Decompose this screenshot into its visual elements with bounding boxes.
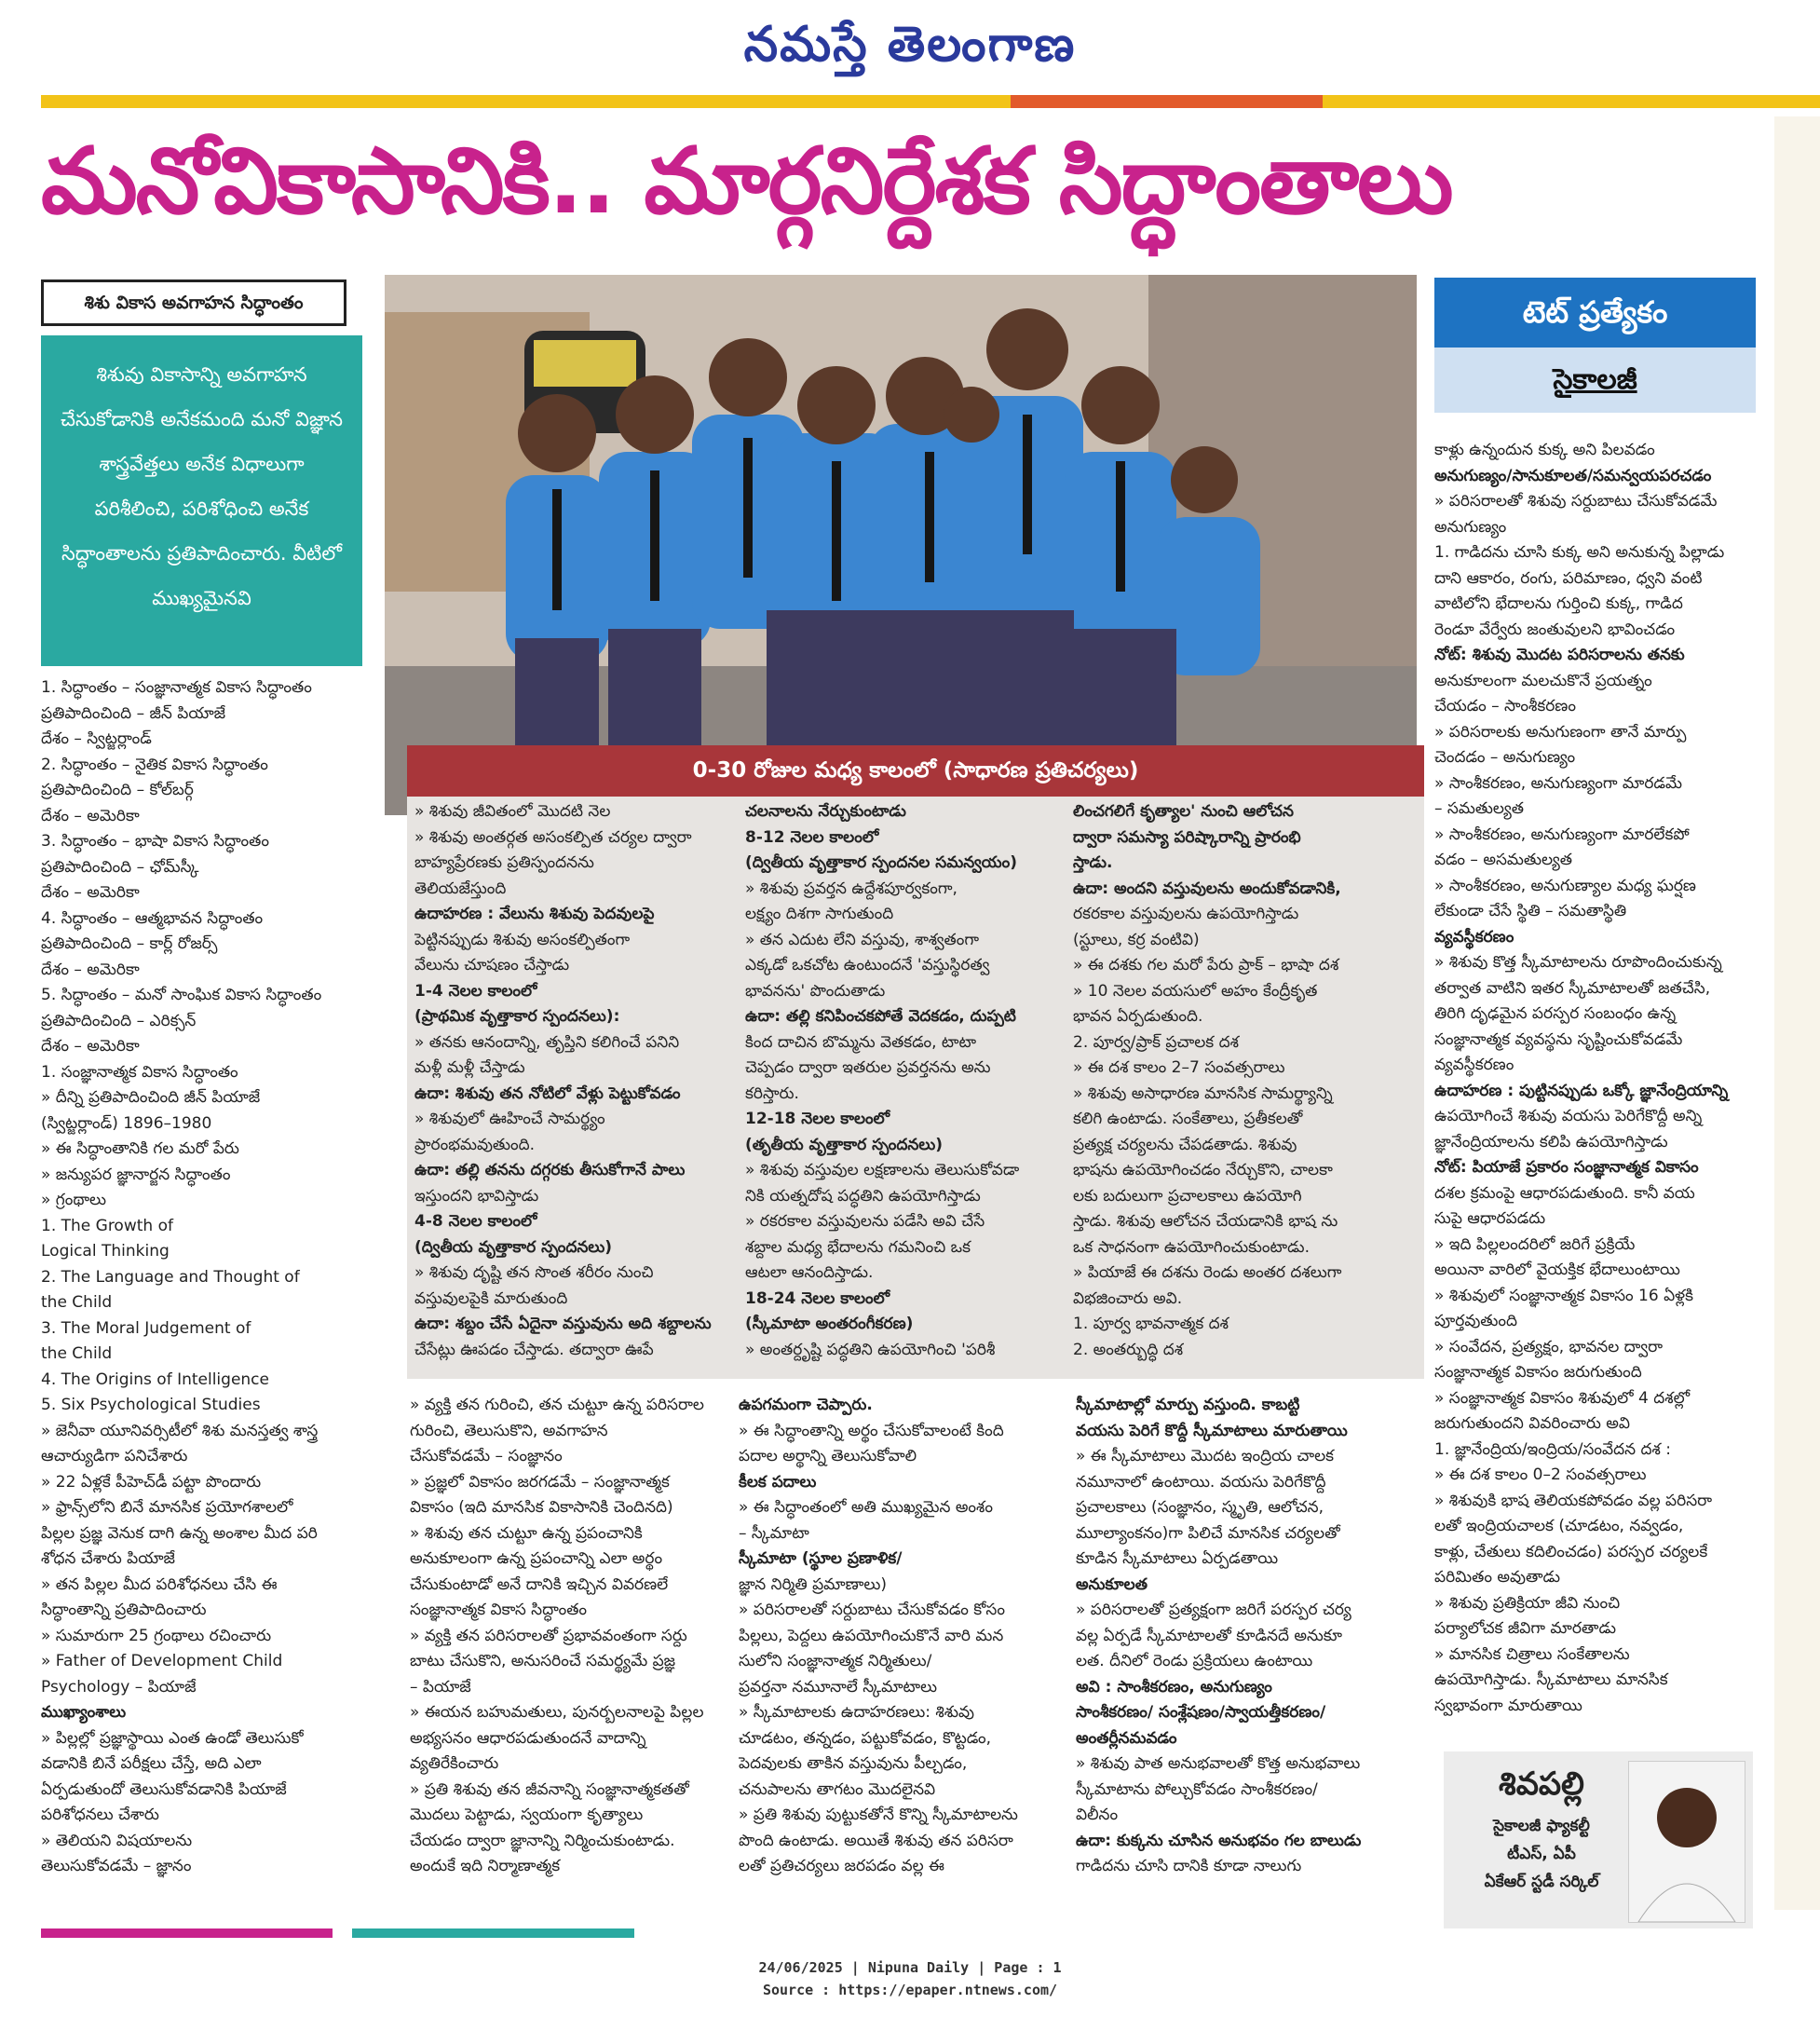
author-role (1448, 1812, 1635, 1896)
author-name: శివపల్లి (1499, 1765, 1584, 1803)
text-line: కింద దాచిన బొమ్మను వెతకడం, టాటా (745, 1032, 977, 1052)
text-line: పెట్టినప్పుడు శిశువు అసంకల్పితంగా (414, 930, 631, 949)
text-line: » పరిసరాలకు అనుగుణంగా తానే మార్పు (1434, 722, 1687, 742)
text-line: అంతర్లీనమవడం (1076, 1728, 1177, 1748)
text-line: 5. సిద్ధాంతం – మనో సాంఘిక వికాస సిద్ధాంతం (41, 986, 322, 1004)
text-line: the Child (41, 1293, 113, 1312)
footer-teal-rule (352, 1928, 634, 1938)
author-photo (1628, 1761, 1745, 1923)
text-line: » జన్యుపర జ్ఞానార్జన సిద్ధాంతం (41, 1165, 231, 1184)
text-line: » ఈయన బహుమతులు, పునర్బలనాలపై పిల్లల (410, 1703, 704, 1722)
top-yellow-rule (41, 95, 1820, 108)
text-line: » మానసిక చిత్రాలు సంకేతాలను (1434, 1644, 1630, 1664)
text-line: దేశం – అమెరికా (41, 806, 140, 825)
text-line: పిల్లల ప్రజ్ఞ వెనుక దాగి ఉన్న అంశాల మీద పరి (41, 1523, 318, 1543)
text-line: » ప్రజ్ఞలో వికాసం జరగడమే – సంజ్ఞానాత్మక (410, 1472, 670, 1492)
text-line: » ప్రతి శిశువు తన జీవనాన్ని సంజ్ఞానాత్మకతతో (410, 1779, 689, 1799)
text-line: గాడిదను చూసి దానికి కూడా నాలుగు (1076, 1857, 1302, 1875)
text-line: పర్యాలోచక జీవిగా మారతాడు (1434, 1619, 1616, 1638)
text-line: » 10 నెలల వయసులో అహం కేంద్రీకృత (1073, 981, 1318, 1001)
text-line: కాళ్లు, చేతులు కదిలించడం) పరస్పర చర్యలకే (1434, 1542, 1708, 1561)
text-line: భాషను ఉపయోగించడం నేర్చుకొని, చాలకా (1073, 1161, 1333, 1179)
text-line: చలనాలను నేర్చుకుంటాడు (745, 802, 906, 821)
text-line: » పిల్లల్లో ప్రజ్ఞాస్థాయి ఎంత ఉండో తెలుసుకో (41, 1728, 304, 1748)
text-line: విభజించారు అవి. (1073, 1288, 1183, 1308)
text-line: తెలుసుకోవడమే – జ్ఞానం (41, 1857, 192, 1875)
text-line: » శిశువులో సంజ్ఞానాత్మక వికాసం 16 ఏళ్లకి (1434, 1286, 1693, 1305)
text-line: లక్ష్యం దిశగా సాగుతుంది (745, 905, 894, 923)
text-line: ప్రతిపాదించింది – ఛోమ్‌స్కీ (41, 857, 199, 877)
text-line: » పరిసరాలతో శిశువు సర్దుబాటు చేసుకోవడమే (1434, 492, 1718, 511)
text-line: » శిశువు తన చుట్టూ ఉన్న ప్రపంచానికి (410, 1523, 643, 1543)
text-line: (ప్రాథమిక వృత్తాకార స్పందనలు): (414, 1007, 620, 1026)
text-line: » 22 ఏళ్లకే పీహెచ్‌డీ పట్టా పొందారు (41, 1472, 262, 1492)
headline: మనోవికాసానికి.. మార్గనిర్దేశక సిద్ధాంతాలు (41, 129, 1452, 235)
text-line: చెప్పడం ద్వారా ఇతరుల ప్రవర్తనను అను (745, 1058, 991, 1077)
right-column (1434, 438, 1770, 1719)
text-line: పరిశోధనలు చేశారు (41, 1806, 159, 1824)
text-line: స్తాడు. (1073, 853, 1113, 872)
text-line: » సాంశీకరణం, అనుగుణ్యంగా మారడమే (1434, 773, 1682, 793)
text-line: మళ్లీ మళ్లీ చేస్తాడు (414, 1058, 525, 1077)
text-line: దశల క్రమంపై ఆధారపడుతుంది. కానీ వయ (1434, 1183, 1695, 1203)
text-line: స్కీమాటాల్లో మార్పు వస్తుంది. కాబట్టి (1076, 1396, 1300, 1414)
text-line: ఉదా: తల్లి తనను దగ్గరకు తీసుకోగానే పాలు (414, 1161, 686, 1179)
text-line: 5. Six Psychological Studies (41, 1396, 261, 1414)
text-line: the Child (41, 1344, 113, 1363)
text-line: 1. గాడిదను చూసి కుక్క అని అనుకున్న పిల్లాడు (1434, 543, 1725, 562)
text-line: – స్కీమాటా (739, 1523, 809, 1543)
footer-date-line: 24/06/2025 | Nipuna Daily | Page : 1 (758, 1959, 1062, 1976)
text-line: దేశం – అమెరికా (41, 960, 140, 979)
text-line: కరిస్తారు. (745, 1083, 799, 1103)
text-line: » ప్రతి శిశువు పుట్టుకతోనే కొన్ని స్కీమాటాలను (739, 1806, 1018, 1824)
text-line: అనుగుణ్యం (1434, 517, 1507, 537)
text-line: » వ్యక్తి తన గురించి, తన చుట్టూ ఉన్న పరిసరాల (410, 1396, 704, 1414)
text-line: చూడటం, తన్నడం, పట్టుకోవడం, కొట్టడం, (739, 1728, 992, 1748)
text-line: అనుగుణ్యం/సానుకూలత/సమన్వయపరచడం (1434, 466, 1712, 485)
text-line: తెలియజేస్తుంది (414, 879, 507, 898)
text-line: ప్రతిపాదించింది – జీన్ పియాజే (41, 703, 226, 723)
text-line: మొదలు పెట్టాడు, స్వయంగా కృత్యాలు (410, 1806, 644, 1824)
text-line: (ద్వితీయ వృత్తాకార స్పందనలు) (414, 1237, 613, 1257)
author-portrait (1629, 1762, 1745, 1922)
text-line: స్కీమాటా (స్థూల ప్రణాళిక/ (739, 1549, 903, 1568)
text-line: » సుమారుగా 25 గ్రంథాలు రచించారు (41, 1626, 272, 1645)
text-line: » ఈ దశ కాలం 0–2 సంవత్సరాలు (1434, 1465, 1647, 1484)
text-line: వ్యతిరేకించారు (410, 1754, 499, 1773)
text-line: 1. సిద్ధాంతం – సంజ్ఞానాత్మక వికాస సిద్ధాంతం (41, 678, 312, 697)
page-footer (0, 1956, 1820, 2001)
text-line: గురించి, తెలుసుకొని, అవగాహన (410, 1421, 608, 1440)
text-line: » సాంశీకరణం, అనుగుణ్యంగా మారలేకపో (1434, 825, 1690, 844)
text-line: 1. The Growth of (41, 1216, 173, 1235)
text-line: (స్విట్జర్లాండ్) 1896–1980 (41, 1113, 212, 1133)
text-line: లత. దీనిలో రెండు ప్రక్రియలు ఉంటాయి (1076, 1652, 1313, 1670)
text-line: » శిశువు కొత్త స్కీమాటాలను రూపొందించుకున్న (1434, 953, 1722, 972)
text-line: వయసు పెరిగే కొద్దీ స్కీమాటాలు మారుతాయి (1076, 1421, 1348, 1440)
text-line: పరిమితం అవుతాడు (1434, 1568, 1561, 1587)
text-line: ప్రతిపాదించింది – ఎరిక్సన్ (41, 1011, 197, 1030)
text-line: కూడిన స్కీమాటాలు ఏర్పడతాయి (1076, 1549, 1279, 1568)
text-line: ద్వారా సమస్యా పరిష్కారాన్ని ప్రారంభి (1073, 827, 1301, 847)
text-line: » ఫ్రాన్స్‌లోని బినే మానసిక ప్రయోగశాలలో (41, 1498, 293, 1517)
text-line: ఉదాహరణ : వేలును శిశువు పెదవులపై (414, 905, 655, 923)
text-line: ఇస్తుందని భావిస్తాడు (414, 1186, 539, 1206)
text-line: రకరకాల వస్తువులను ఉపయోగిస్తాడు (1073, 905, 1299, 923)
grey-column-3 (1073, 799, 1418, 1363)
text-line: భావనను' పొందుతాడు (745, 981, 886, 1001)
text-line: ఉదా: తల్లి కనిపించకపోతే వెదకడం, దుప్పటి (745, 1007, 1016, 1026)
text-line: ఉదా: శబ్దం చేసే ఏదైనా వస్తువును అది శబ్దాలను (414, 1315, 712, 1333)
text-line: 1. పూర్వ భావనాత్మక దశ (1073, 1315, 1229, 1333)
text-line: వేలును చూషణం చేస్తాడు (414, 956, 570, 974)
text-line: ఉదా: అందని వస్తువులను అందుకోవడానికి, (1073, 879, 1341, 898)
grey-column-1 (414, 799, 740, 1363)
text-line: సుపై ఆధారపడదు (1434, 1209, 1546, 1228)
text-line: » శిశువు అసాధారణ మానసిక సామర్థ్యాన్ని (1073, 1083, 1333, 1103)
text-line: వికాసం (ఇది మానసిక వికాసానికి చెందినది) (410, 1498, 673, 1517)
text-line: » శిశువు దృష్టి తన సొంత శరీరం నుంచి (414, 1263, 654, 1282)
text-line: » సాంశీకరణం, అనుగుణ్యాల మధ్య ఘర్షణ (1434, 876, 1696, 895)
adjacent-page-strip (1774, 116, 1820, 1910)
text-line: » ఈ సిద్ధాంతాన్ని అర్థం చేసుకోవాలంటే కింది (739, 1421, 1004, 1440)
text-line: చేసుకోవడమే – సంజ్ఞానం (410, 1447, 563, 1465)
text-line: » శిశువు ప్రతిక్రియా జీవి నుంచి (1434, 1593, 1621, 1613)
text-line: అనుకూలంగా ఉన్న ప్రపంచాన్ని ఎలా అర్థం (410, 1549, 663, 1568)
text-line: 2. అంతర్బుద్ధి దశ (1073, 1340, 1184, 1359)
text-line: » శిశువు అంతర్గత అసంకల్పిత చర్యల ద్వారా (414, 827, 692, 847)
text-line: సిద్ధాంతాన్ని ప్రతిపాదించారు (41, 1601, 207, 1619)
text-line: వ్యవస్థీకరణం (1434, 1056, 1514, 1074)
text-line: 4. సిద్ధాంతం – ఆత్మభావన సిద్ధాంతం (41, 908, 264, 928)
text-line: » తన ఎదుట లేని వస్తువు, శాశ్వతంగా (745, 930, 979, 949)
text-line: » దీన్ని ప్రతిపాదించింది జీన్ పియాజే (41, 1088, 261, 1107)
text-line: 4. The Origins of Intelligence (41, 1370, 269, 1389)
text-line: 4-8 నెలల కాలంలో (414, 1212, 537, 1231)
text-line: » అంతర్దృష్టి పద్ధతిని ఉపయోగించి 'పరిశీ (745, 1340, 996, 1359)
text-line: చేసుకుంటాడో అనే దానికి ఇచ్చిన వివరణలే (410, 1574, 669, 1594)
text-line: లేకుండా చేసే స్థితి – సమతాస్థితి (1434, 902, 1627, 920)
masthead (0, 0, 1820, 89)
text-line: చెందడం – అనుగుణ్యం (1434, 748, 1576, 767)
text-line: పెదవులకు తాకిన వస్తువును పీల్చడం, (739, 1754, 968, 1773)
age-stages-title: 0-30 రోజుల మధ్య కాలంలో (సాధారణ ప్రతిచర్యలు) (407, 745, 1424, 797)
grey-column-2 (745, 799, 1076, 1363)
text-line: విలీనం (1076, 1806, 1119, 1824)
text-line: ప్రచాలకాలు (సంజ్ఞానం, స్మృతి, ఆలోచన, (1076, 1498, 1324, 1517)
text-line: దేశం – స్విట్జర్లాండ్ (41, 729, 152, 748)
text-line: » శిశువు వస్తువుల లక్షణాలను తెలుసుకోవడా (745, 1161, 1020, 1179)
text-line: నోట్: పియాజే ప్రకారం సంజ్ఞానాత్మక వికాసం (1434, 1158, 1699, 1177)
text-line: » శిశువులో ఊహించే సామర్థ్యం (414, 1110, 605, 1128)
text-line: » పరిసరాలతో ప్రత్యక్షంగా జరిగే పరస్పర చర్య (1076, 1601, 1351, 1619)
text-line: వల్ల ఏర్పడే స్కీమాటాలతో కూడినదే అనుకూ (1076, 1626, 1343, 1645)
text-line: (స్కీమాటా అంతరంగీకరణ) (745, 1315, 914, 1333)
text-line: జ్ఞానేంద్రియాలను కలిపి ఉపయోగిస్తాడు (1434, 1132, 1668, 1152)
text-line: » పియాజే ఈ దశను రెండు అంతర దశలుగా (1073, 1263, 1342, 1282)
text-line: వస్తువులపైకి మారుతుంది (414, 1288, 568, 1308)
text-line: వ్యవస్థీకరణం (1434, 927, 1514, 947)
text-line: నోట్: శిశువు మొదట పరిసరాలను తనకు (1434, 646, 1685, 664)
lower-column-3 (1076, 1393, 1420, 1880)
text-line: కలిగి ఉంటాడు. సంకేతాలు, ప్రతీకలతో (1073, 1110, 1303, 1128)
text-line: పొంది ఉంటాడు. అయితే శిశువు తన పరిసరా (739, 1831, 1013, 1850)
text-line: ఆచార్యుడిగా పనిచేశారు (41, 1447, 188, 1465)
text-line: చనుపాలను తాగటం మొదలైనవి (739, 1779, 936, 1799)
text-line: ఉపయోగిస్తాడు. స్కీమాటాలు మానసిక (1434, 1670, 1668, 1689)
text-line: » తన పిల్లల మీద పరిశోధనలు చేసి ఈ (41, 1574, 278, 1594)
text-line: స్కీమాటాను పోల్చుకోవడం సాంశీకరణం/ (1076, 1779, 1318, 1799)
text-line: » ఈ దశకు గల మరో పేరు ప్రాక్‌ – భాషా దశ (1073, 956, 1339, 974)
text-line: సాంశీకరణం/ సంశ్లేషణం/స్వాయత్తీకరణం/ (1076, 1703, 1326, 1722)
text-line: ప్రతిపాదించింది – కార్ల్ రోజర్స్ (41, 934, 218, 953)
text-line: ఒక సాధనంగా ఉపయోగించుకుంటాడు. (1073, 1237, 1310, 1257)
text-line: ఉదా: శిశువు తన నోటిలో వేళ్లు పెట్టుకోవడం (414, 1083, 681, 1103)
footer-pink-rule (41, 1928, 333, 1938)
text-line: ప్రారంభమవుతుంది. (414, 1135, 536, 1154)
text-line: » ఈ దశ కాలం 2–7 సంవత్సరాలు (1073, 1058, 1285, 1077)
text-line: – సమతుల్యత (1434, 799, 1524, 818)
text-line: Logical Thinking (41, 1242, 170, 1261)
text-line: వాటిలోని భేదాలను గుర్తించి కుక్క, గాడిద (1434, 594, 1683, 613)
text-line: అందుకే ఇది నిర్మాణాత్మక (410, 1857, 561, 1875)
text-line: పదాల అర్థాన్ని తెలుసుకోవాలి (739, 1447, 917, 1465)
text-line: స్తాడు. శిశువు ఆలోచన చేయడానికి భాష ను (1073, 1212, 1338, 1231)
text-line: బాహ్యప్రేరణకు ప్రతిస్పందనను (414, 853, 594, 872)
text-line: » రకరకాల వస్తువులను పడేసి అవి చేసే (745, 1212, 985, 1231)
text-line: 12-18 నెలల కాలంలో (745, 1110, 890, 1128)
text-line: ఉపయోగించే శిశువు వయసు పెరిగేకొద్దీ అన్ని (1434, 1107, 1703, 1125)
text-line: » ఈ స్కీమాటాలు మొదట ఇంద్రియ చాలక (1076, 1447, 1335, 1465)
text-line: » జెనీవా యూనివర్సిటీలో శిశు మనస్తత్వ శాస్త్ర (41, 1421, 319, 1440)
text-line: కీలక పదాలు (739, 1472, 817, 1492)
text-line: ఆటలా ఆనందిస్తాడు. (745, 1263, 874, 1282)
text-line: (స్టూలు, కర్ర వంటివి) (1073, 930, 1200, 949)
text-line: సంజ్ఞానాత్మక వికాస సిద్ధాంతం (410, 1601, 588, 1619)
text-line: » ఇది పిల్లలందరిలో జరిగే ప్రక్రియే (1434, 1234, 1636, 1254)
text-line: 3. సిద్ధాంతం – భాషా వికాస సిద్ధాంతం (41, 832, 269, 851)
top-red-rule (1011, 95, 1323, 108)
text-line: » స్కీమాటాలకు ఉదాహరణలు: శిశువు (739, 1703, 974, 1722)
text-line: భావన ఏర్పడుతుంది. (1073, 1007, 1203, 1026)
text-line: దాని ఆకారం, రంగు, పరిమాణం, ధ్వని వంటి (1434, 568, 1703, 588)
text-line: ఎక్కడో ఒకచోట ఉంటుందనే 'వస్తుస్థిరత్వ (745, 956, 990, 974)
text-line: ప్రత్యక్ష చర్యలను చేపడతాడు. శిశువు (1073, 1135, 1297, 1154)
text-line: ఏర్పడుతుందో తెలుసుకోవడానికి పియాజే (41, 1779, 287, 1799)
text-line: ప్రతిపాదించింది – కోల్‌బర్గ్ (41, 781, 194, 799)
text-line: » సంజ్ఞానాత్మక వికాసం శిశువులో 4 దశల్లో (1434, 1388, 1691, 1408)
text-line: 2. సిద్ధాంతం – నైతిక వికాస సిద్ధాంతం (41, 755, 268, 774)
text-line: ఉదాహరణ : పుట్టినప్పుడు ఒక్కో జ్ఞానేంద్రియాన్ని (1434, 1081, 1729, 1100)
text-line: » ఈ సిద్ధాంతానికి గల మరో పేరు (41, 1139, 239, 1158)
text-line: » తెలియని విషయాలను (41, 1831, 193, 1850)
text-line: దేశం – అమెరికా (41, 1037, 140, 1056)
text-line: ఉపగమంగా చెప్పారు. (739, 1396, 873, 1414)
sidebox-title: శిశు వికాస అవగాహన సిద్ధాంతం (41, 279, 346, 326)
text-line: ముఖ్యాంశాలు (41, 1703, 127, 1722)
author-role-line: ఏకేఆర్ స్టడీ సర్కిల్ (1484, 1873, 1599, 1891)
text-line: » వ్యక్తి తన పరిసరాలతో ప్రభావవంతంగా సర్దు (410, 1626, 687, 1645)
text-line: రెండూ వేర్వేరు జంతువులని భావించడం (1434, 620, 1676, 639)
lower-column-1 (410, 1393, 736, 1880)
text-line: 1. సంజ్ఞానాత్మక వికాస సిద్ధాంతం (41, 1062, 238, 1082)
text-line: 3. The Moral Judgement of (41, 1318, 251, 1338)
text-line: ప్రవర్తనా నమూనాలే స్కీమాటాలు (739, 1677, 938, 1697)
author-role-line: సైకాలజీ ఫ్యాకల్టీ (1493, 1817, 1590, 1835)
text-line: » Father of Development Child (41, 1652, 283, 1670)
author-role-line: టీఎస్, ఏపీ (1507, 1845, 1576, 1863)
text-line: 2. పూర్వ/ప్రాక్ ప్రచాలక దశ (1073, 1032, 1239, 1052)
text-line: » శిశువు జీవితంలో మొదటి నెల (414, 802, 611, 821)
text-line: 18-24 నెలల కాలంలో (745, 1288, 890, 1308)
text-line: సంజ్ఞానాత్మక వికాసం జరుగుతుంది (1434, 1363, 1642, 1382)
text-line: తిరిగి దృఢమైన పరస్పర సంబంధం ఉన్న (1434, 1004, 1677, 1023)
text-line: అవి : సాంశీకరణం, అనుగుణ్యం (1076, 1677, 1272, 1697)
text-line: » గ్రంథాలు (41, 1191, 106, 1209)
text-line: అనుకూలత (1076, 1574, 1148, 1594)
text-line: నమూనాలో ఉంటాయి. వయసు పెరిగేకొద్దీ (1076, 1472, 1326, 1492)
text-line: సులోని సంజ్ఞానాత్మక నిర్మితులు/ (739, 1652, 932, 1670)
text-line: సంజ్ఞానాత్మక వ్యవస్థను సృష్టించుకోవడమే (1434, 1029, 1683, 1049)
text-line: నికి యత్నదోష పద్ధతిని ఉపయోగిస్తాడు (745, 1186, 981, 1206)
text-line: (తృతీయ వృత్తాకార స్పందనలు) (745, 1135, 944, 1154)
text-line: స్వభావంగా మారుతాయి (1434, 1696, 1582, 1715)
text-line: కాళ్లు ఉన్నందున కుక్క అని పిలవడం (1434, 441, 1655, 459)
footer-source-line: Source : https://epaper.ntnews.com/ (762, 1982, 1058, 1998)
text-line: Psychology – పియాజే (41, 1677, 197, 1697)
text-line: – పియాజే (410, 1677, 471, 1697)
text-line: చేయడం – సాంశీకరణం (1434, 697, 1576, 715)
text-line: లతో ఇంద్రియచాలక (చూడటం, నవ్వడం, (1434, 1517, 1684, 1535)
text-line: ఉదా: కుక్కను చూసిన అనుభవం గల బాలుడు (1076, 1831, 1362, 1850)
text-line: దేశం – అమెరికా (41, 883, 140, 902)
text-line: మూల్యాంకనం)గా పిలిచే మానసిక చర్యలతో (1076, 1523, 1340, 1543)
psychology-label: సైకాలజీ (1434, 348, 1756, 413)
text-line: జ్ఞాన నిర్మితి ప్రమాణాలు) (739, 1574, 887, 1594)
text-line: శోధన చేశారు పియాజే (41, 1549, 175, 1568)
text-line: 1-4 నెలల కాలంలో (414, 981, 537, 1001)
text-line: బాటు చేసుకొని, అనుసరించే సమర్థ్యమే ప్రజ్ఞ (410, 1652, 676, 1670)
text-line: జరుగుతుందని వివరించారు అవి (1434, 1414, 1630, 1433)
photo-illustration (385, 275, 1417, 815)
text-line: » తనకు ఆనందాన్ని, తృప్తిని కలిగించే పనిని (414, 1032, 680, 1052)
text-line: 1. జ్ఞానేంద్రియ/ఇంద్రియ/సంవేదన దశ : (1434, 1439, 1671, 1459)
text-line: 8-12 నెలల కాలంలో (745, 827, 879, 847)
tet-special-banner: టెట్ ప్రత్యేకం (1434, 278, 1756, 348)
text-line: అనుకూలంగా మలచుకొనే ప్రయత్నం (1434, 671, 1652, 690)
text-line: చేయడం ద్వారా జ్ఞానాన్ని నిర్మించుకుంటాడు. (410, 1831, 675, 1850)
school-children-photo (385, 275, 1417, 815)
text-line: పూర్తవుతుంది (1434, 1312, 1518, 1330)
intro-box: శిశువు వికాసాన్ని అవగాహన చేసుకోడానికి అనేకమంది మనో విజ్ఞాన శాస్త్రవేత్తలు అనేక విధాలుగా పరిశీలించి, పరిశోధించి అనేక సిద్ధాంతాలను ప్రతిపాదించారు. వీటిలో ముఖ్యమైనవి (41, 335, 362, 666)
text-line: లకు బదులుగా ప్రచాలకాలు ఉపయోగి (1073, 1186, 1302, 1206)
text-line: వడానికి బినే పరీక్షలు చేస్తే, అది ఎలా (41, 1754, 262, 1773)
text-line: » పరిసరాలతో సర్దుబాటు చేసుకోవడం కోసం (739, 1601, 1005, 1619)
text-line: అయినా వారిలో వైయక్తిక భేదాలుంటాయి (1434, 1261, 1680, 1279)
text-line: పిల్లలు, పెద్దలు ఉపయోగించుకొనే వారి మన (739, 1626, 1004, 1645)
text-line: చేసేట్లు ఊపడం చేస్తాడు. తద్వారా ఊపే (414, 1340, 654, 1359)
newspaper-logo: నమస్తే తెలంగాణ (743, 16, 1077, 73)
text-line: (ద్వితీయ వృత్తాకార స్పందనల సమన్వయం) (745, 853, 1017, 872)
text-line: లతో ప్రతిచర్యలు జరపడం వల్ల ఈ (739, 1857, 944, 1875)
text-line: » శిశువు పాత అనుభవాలతో కొత్త అనుభవాలు (1076, 1754, 1361, 1773)
text-line: 2. The Language and Thought of (41, 1267, 300, 1287)
text-line: » ఈ సిద్ధాంతంలో అతి ముఖ్యమైన అంశం (739, 1498, 994, 1517)
text-line: శబ్దాల మధ్య భేదాలను గమనించి ఒక (745, 1237, 971, 1257)
text-line: » శిశువుకి భాష తెలియకపోవడం వల్ల పరిసరా (1434, 1491, 1713, 1510)
theories-column (41, 675, 367, 1880)
text-line: » శిశువు ప్రవర్తన ఉద్దేశపూర్వకంగా, (745, 879, 958, 898)
lower-column-2 (739, 1393, 1076, 1880)
text-line: » సంవేదన, ప్రత్యక్షం, భావనల ద్వారా (1434, 1337, 1664, 1356)
text-line: అభ్యసనం ఆధారపడుతుందనే వాదాన్ని (410, 1728, 646, 1748)
text-line: తర్వాత వాటిని ఇతర స్కీమాటాలతో జతచేసి, (1434, 978, 1711, 998)
text-line: లించగలిగే కృత్యాల' నుంచి ఆలోచన (1073, 802, 1294, 821)
text-line: వడం – అసమతుల్యత (1434, 851, 1573, 869)
